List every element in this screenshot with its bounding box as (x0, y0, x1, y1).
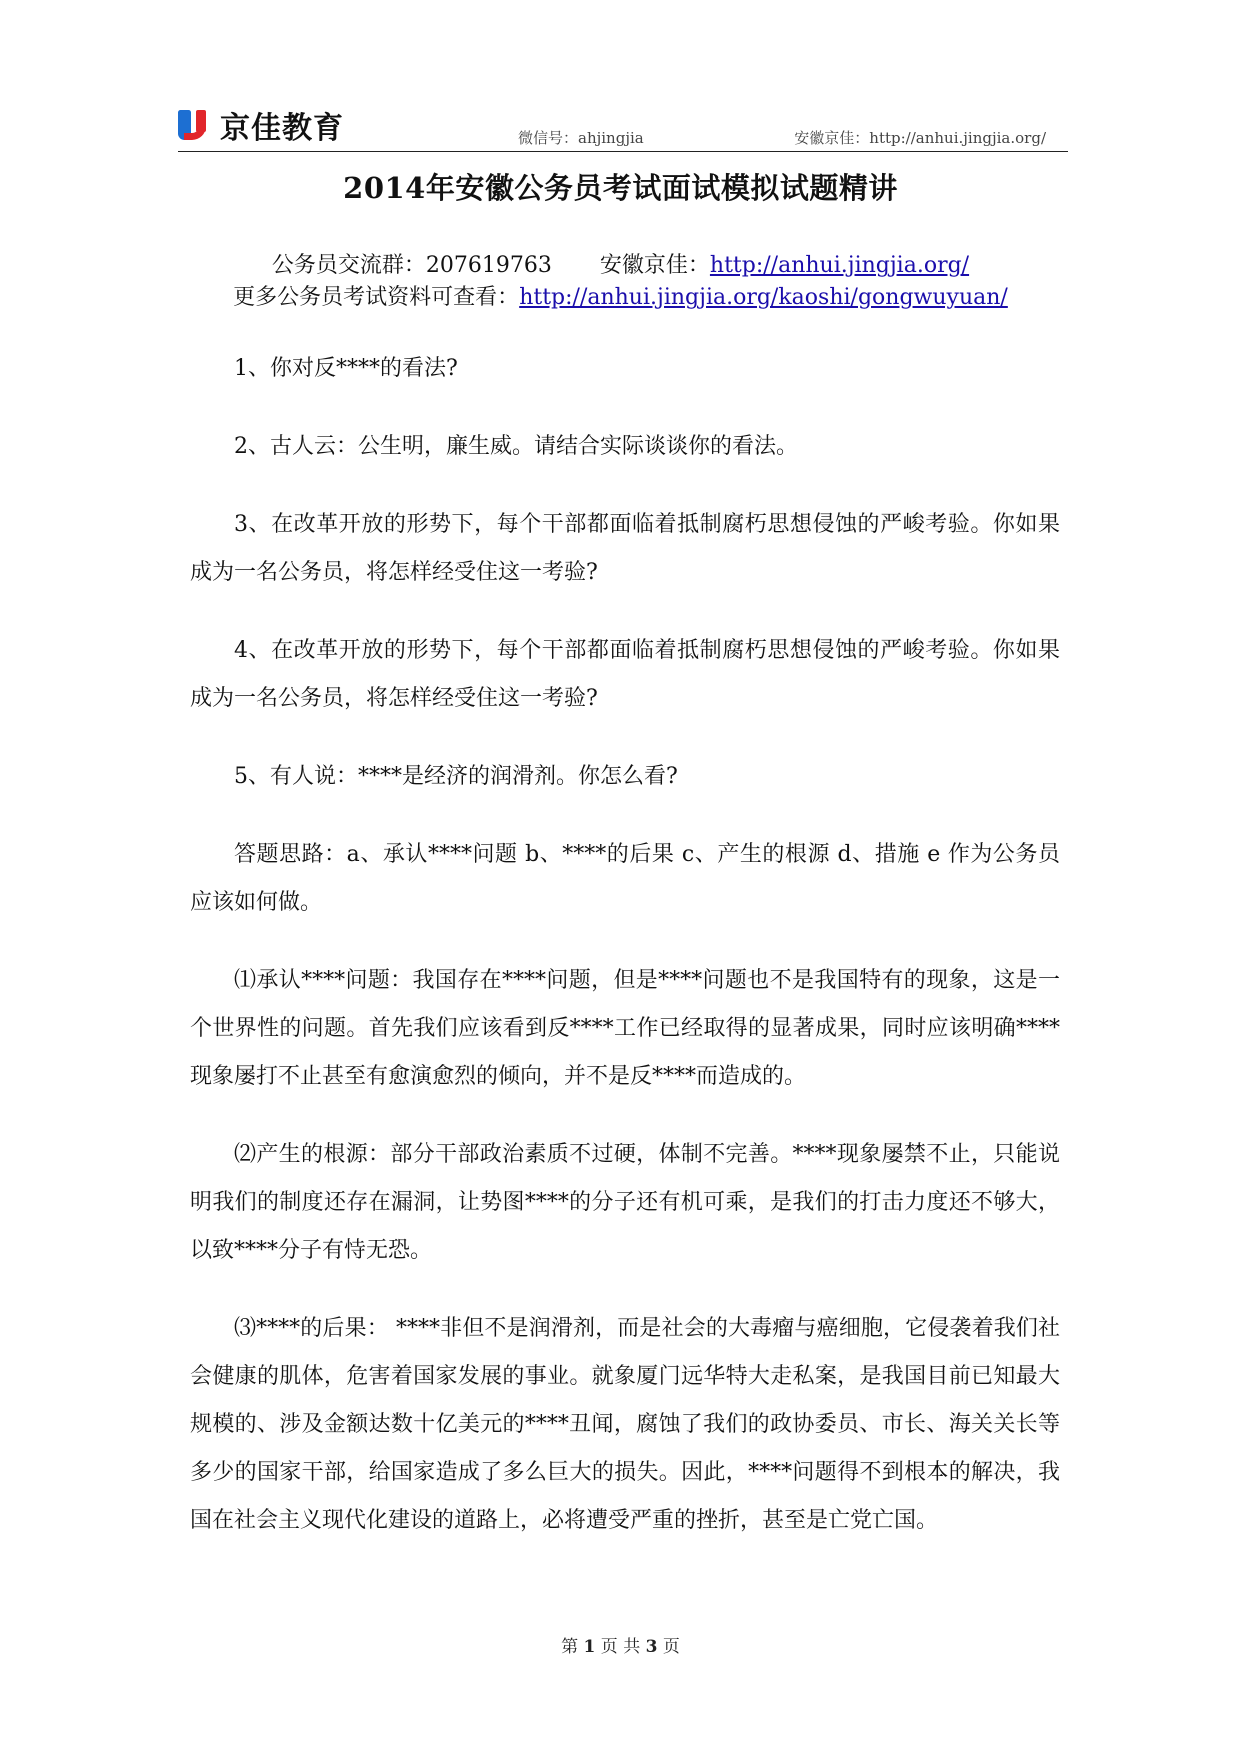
header-divider (178, 151, 1068, 152)
document-title: 2014年安徽公务员考试面试模拟试题精讲 (343, 171, 898, 205)
page-number: 1 (583, 1637, 596, 1657)
answer-point-3: ⑶****的后果： ****非但不是润滑剂，而是社会的大毒瘤与癌细胞，它侵袭着我们社会健康的肌体，危害着国家发展的事业。就象厦门远华特大走私案，是我国目前已知最大规模的、涉及金额达数十亿美元的****丑闻，腐蚀了我们的政协委员、市长、海关关长等多少的国家干部，给国家造成了多么巨大的损失。因此，****问题得不到根本的解决，我国在社会主义现代化建设的道路上，必将遭受严重的挫折，甚至是亡党亡国。 (190, 1316, 1060, 1533)
answer-point-2: ⑵产生的根源：部分干部政治素质不过硬，体制不完善。****现象屡禁不止，只能说明我们的制度还存在漏洞，让势图****的分子还有机可乘，是我们的打击力度还不够大，以致****分子有恃无恐。 (190, 1142, 1060, 1263)
answer-outline: 答题思路：a、承认****问题 b、****的后果 c、产生的根源 d、措施 e 作为公务员应该如何做。 (190, 842, 1060, 915)
more-link[interactable]: http://anhui.jingjia.org/kaoshi/gongwuyuan/ (519, 285, 1008, 310)
more-label: 更多公务员考试资料可查看： (233, 285, 520, 310)
question-3: 3、在改革开放的形势下，每个干部都面临着抵制腐朽思想侵蚀的严峻考验。你如果成为一名公务员，将怎样经受住这一考验? (190, 512, 1060, 585)
info-line-2 (0, 280, 1241, 311)
answer-point-1: ⑴承认****问题：我国存在****问题，但是****问题也不是我国特有的现象，这是一个世界性的问题。首先我们应该看到反****工作已经取得的显著成果，同时应该明确****现象屡打不止甚至有愈演愈烈的倾向，并不是反****而造成的。 (190, 968, 1060, 1089)
group-number: 公务员交流群：207619763 (271, 253, 552, 278)
logo-icon (178, 108, 214, 142)
page-footer: 第 1 页 共 3 页 (561, 1637, 680, 1657)
site-link[interactable]: http://anhui.jingjia.org/ (709, 253, 970, 278)
question-5: 5、有人说：****是经济的润滑剂。你怎么看? (234, 764, 678, 789)
question-2: 2、古人云：公生明，廉生威。请结合实际谈谈你的看法。 (234, 434, 798, 459)
brand-logo (178, 105, 344, 145)
question-1: 1、你对反****的看法? (234, 356, 458, 381)
logo-text: 京佳教育 (220, 111, 344, 146)
document-body (190, 345, 1060, 1575)
page-header (178, 105, 1068, 151)
question-4: 4、在改革开放的形势下，每个干部都面临着抵制腐朽思想侵蚀的严峻考验。你如果成为一名公务员，将怎样经受住这一考验? (190, 638, 1060, 711)
page-total: 3 (645, 1637, 658, 1657)
site-label: 安徽京佳： (599, 253, 710, 278)
header-site: 安徽京佳：http://anhui.jingjia.org/ (794, 129, 1046, 147)
wechat-id: 微信号：ahjingjia (518, 129, 644, 147)
info-line-1 (0, 248, 1241, 279)
